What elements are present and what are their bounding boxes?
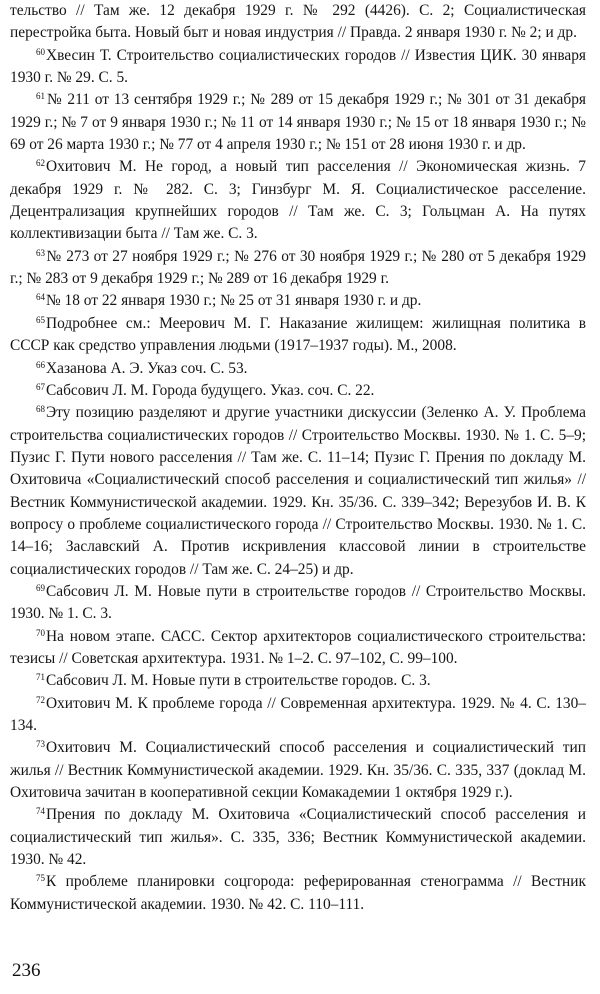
footnote-continuation <box>10 0 586 45</box>
footnote-text: Сабсович Л. М. Новые пути в строительстве городов // Строительство Москвы. 1930. № 1. С. 3. <box>10 582 586 623</box>
footnote-number: 65 <box>36 314 45 325</box>
footnote-text: К проблеме планировки соцгорода: реферированная стенограмма // Вестник Коммунистической академии. 1930. № 42. С. 110–111. <box>10 873 586 913</box>
footnote-text: Эту позицию разделяют и другие участники дискуссии (Зеленко А. У. Проблема строительства социалистических городов // Строительство Москвы. 1930. № 1. С. 5–9; Пузис Г. Пути нового расселения // Там же. С. 11–14; Пузис Г. Прения по докладу М. Охитовича «Социалистический способ расселения и социалистический тип жилья» // Вестник Коммунистической академии. 1929. Кн. 35/36. С. 339–342; Верезубов И. В. К вопросу о проблеме социалистического города // Строительство Москвы. 1930. № 1. С. 14–16; Заславский А. Против искривления классовой линии в строительстве социалистических городов // Там же. С. 24–25) и др. <box>10 404 586 578</box>
footnote-number: 62 <box>36 158 45 169</box>
footnote-number: 71 <box>36 672 45 683</box>
footnote-text: тельство // Там же. 12 декабря 1929 г. № 292 (4426). С. 2; Социалистическая перестройка быта. Новый быт и новая индустрия // Правда. 2 января 1930 г. № 2; и др. <box>10 2 586 42</box>
footnote-number: 67 <box>36 381 45 392</box>
footnote-text: № 273 от 27 ноября 1929 г.; № 276 от 30 ноября 1929 г.; № 280 от 5 декабря 1929 г.; № 283 от 9 декабря 1929 г.; № 289 от 16 декабря 1929 г. <box>10 247 586 288</box>
footnote-61 <box>10 89 586 156</box>
footnote-66 <box>10 358 586 380</box>
footnote-text: Подробнее см.: Меерович М. Г. Наказание жилищем: жилищная политика в СССР как средство управления людьми (1917–1937 годы). М., 2008. <box>10 314 586 355</box>
footnote-74 <box>10 804 586 871</box>
footnote-number: 63 <box>36 247 45 258</box>
footnote-text: Охитович М. Не город, а новый тип расселения // Экономическая жизнь. 7 декабря 1929 г. № 282. С. 3; Гинзбург М. Я. Социалистическое расселение. Децентрализация крупнейших городов // Там же. С. 3; Гольцман А. На путях коллективизации быта // Там же. С. 3. <box>10 158 586 243</box>
footnote-text: Сабсович Л. М. Города будущего. Указ. соч. С. 22. <box>46 381 375 399</box>
footnote-number: 64 <box>36 292 45 303</box>
footnote-text: Прения по докладу М. Охитовича «Социалистический способ расселения и социалистический тип жилья». С. 335, 336; Вестник Коммунистической академии. 1930. № 42. <box>10 806 586 869</box>
footnote-text: Охитович М. Социалистический способ расселения и социалистический тип жилья // Вестник Коммунистической академии. 1929. Кн. 35/36. С. 335, 337 (доклад М. Охитовича зачитан в кооперативной секции Комакадемии 1 октября 1929 г.). <box>10 739 586 802</box>
footnote-number: 69 <box>36 582 45 593</box>
footnote-text: На новом этапе. САСС. Сектор архитекторов социалистического строительства: тезисы // Советская архитектура. 1931. № 1–2. С. 97–102, С. 99–100. <box>10 627 586 667</box>
footnote-number: 72 <box>36 694 45 705</box>
footnotes-list <box>10 0 586 916</box>
footnote-number: 66 <box>36 359 45 370</box>
footnote-number: 68 <box>36 404 45 415</box>
footnote-73 <box>10 737 586 804</box>
footnote-text: Хвесин Т. Строительство социалистических городов // Известия ЦИК. 30 января 1930 г. № 29. С. 5. <box>10 46 586 87</box>
footnote-71 <box>10 670 586 692</box>
footnote-number: 75 <box>36 873 45 884</box>
footnote-text: № 18 от 22 января 1930 г.; № 25 от 31 января 1930 г. и др. <box>46 292 422 310</box>
footnote-63 <box>10 246 586 291</box>
footnote-68 <box>10 402 586 581</box>
footnote-number: 70 <box>36 627 45 638</box>
footnote-62 <box>10 156 586 245</box>
footnote-72 <box>10 693 586 738</box>
footnote-69 <box>10 581 586 626</box>
footnote-text: № 211 от 13 сентября 1929 г.; № 289 от 15 декабря 1929 г.; № 301 от 31 декабря 1929 г.; № 7 от 9 января 1930 г.; № 11 от 14 января 1930 г.; № 15 от 18 января 1930 г.; № 69 от 26 марта 1930 г.; № 77 от 4 апреля 1930 г.; № 151 от 28 июня 1930 г. и др. <box>10 91 586 154</box>
footnote-number: 61 <box>36 91 45 102</box>
footnote-70 <box>10 626 586 671</box>
footnote-number: 60 <box>36 46 45 57</box>
footnote-64 <box>10 290 586 312</box>
page-number: 236 <box>12 960 41 981</box>
footnote-65 <box>10 313 586 358</box>
footnote-67 <box>10 380 586 402</box>
footnote-text: Хазанова А. Э. Указ соч. С. 53. <box>46 359 248 377</box>
footnote-60 <box>10 45 586 90</box>
footnote-75 <box>10 871 586 916</box>
footnote-number: 74 <box>36 806 45 817</box>
footnote-text: Сабсович Л. М. Новые пути в строительстве городов. С. 3. <box>46 672 431 690</box>
footnote-text: Охитович М. К проблеме города // Современная архитектура. 1929. № 4. С. 130–134. <box>10 694 586 734</box>
footnote-number: 73 <box>36 739 45 750</box>
